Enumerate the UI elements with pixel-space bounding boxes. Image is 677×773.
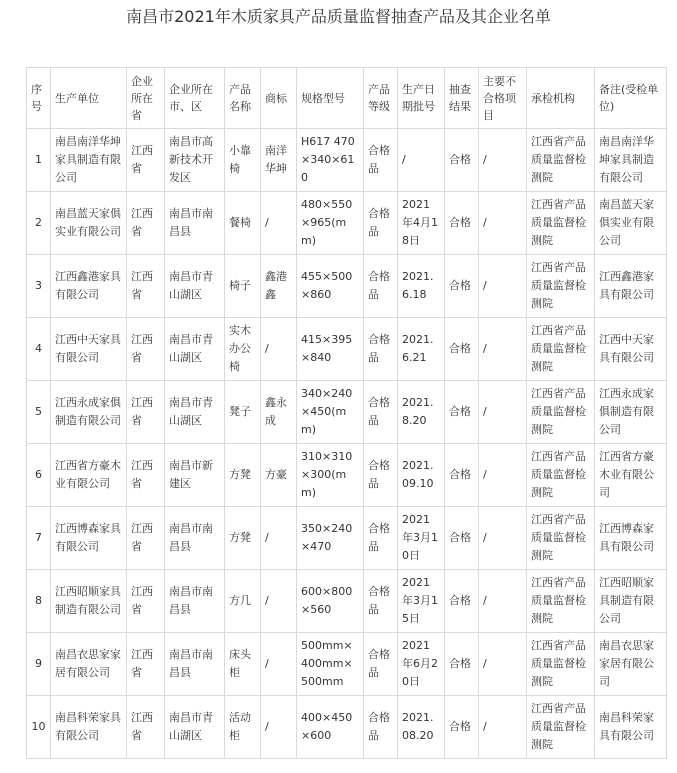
cell-city-district: 南昌市南昌县 (165, 570, 225, 633)
cell-result: 合格 (445, 633, 479, 696)
cell-manufacturer: 江西省方豪木业有限公司 (51, 444, 127, 507)
cell-production-date: 2021.08.20 (398, 696, 445, 759)
cell-product-grade: 合格品 (364, 507, 398, 570)
cell-province: 江西省 (127, 381, 165, 444)
cell-result: 合格 (445, 381, 479, 444)
cell-product-name: 小靠椅 (225, 129, 261, 192)
cell-manufacturer: 南昌衣思家家居有限公司 (51, 633, 127, 696)
cell-trademark: / (261, 570, 297, 633)
table-row (27, 570, 667, 633)
cell-product-grade: 合格品 (364, 192, 398, 255)
cell-product-grade: 合格品 (364, 255, 398, 318)
cell-province: 江西省 (127, 192, 165, 255)
cell-manufacturer: 江西昭顺家具制造有限公司 (51, 570, 127, 633)
cell-specification: 350×240×470 (297, 507, 364, 570)
cell-remarks: 南昌衣思家家居有限公司 (595, 633, 667, 696)
cell-trademark: 鑫港鑫 (261, 255, 297, 318)
cell-province: 江西省 (127, 255, 165, 318)
table-row (27, 381, 667, 444)
cell-province: 江西省 (127, 633, 165, 696)
cell-city-district: 南昌市高新技术开发区 (165, 129, 225, 192)
table-row (27, 129, 667, 192)
cell-result: 合格 (445, 570, 479, 633)
cell-failed-items: / (479, 696, 527, 759)
cell-specification: 500mm×400mm×500mm (297, 633, 364, 696)
cell-specification: 455×500×860 (297, 255, 364, 318)
cell-product-name: 方凳 (225, 507, 261, 570)
cell-specification: 340×240×450(mm) (297, 381, 364, 444)
cell-remarks: 南昌南洋华坤家具制造有限公司 (595, 129, 667, 192)
cell-specification: 400×450×600 (297, 696, 364, 759)
cell-remarks: 江西省方豪木业有限公司 (595, 444, 667, 507)
cell-inspection-agency: 江西省产品质量监督检测院 (527, 318, 595, 381)
cell-result: 合格 (445, 507, 479, 570)
cell-specification: H617 470×340×610 (297, 129, 364, 192)
cell-city-district: 南昌市南昌县 (165, 507, 225, 570)
cell-trademark: / (261, 192, 297, 255)
cell-specification: 415×395×840 (297, 318, 364, 381)
cell-remarks: 江西永成家俱制造有限公司 (595, 381, 667, 444)
cell-production-date: 2021年3月15日 (398, 570, 445, 633)
table-row (27, 633, 667, 696)
cell-result: 合格 (445, 129, 479, 192)
cell-remarks: 江西博森家具有限公司 (595, 507, 667, 570)
cell-manufacturer: 江西鑫港家具有限公司 (51, 255, 127, 318)
cell-result: 合格 (445, 255, 479, 318)
cell-failed-items: / (479, 318, 527, 381)
cell-remarks: 江西中天家具有限公司 (595, 318, 667, 381)
cell-serial-no: 1 (27, 129, 51, 192)
inspection-table (26, 67, 667, 759)
cell-trademark: 南洋华坤 (261, 129, 297, 192)
cell-product-grade: 合格品 (364, 381, 398, 444)
header-city-district: 企业所在市、区 (165, 68, 225, 129)
cell-province: 江西省 (127, 507, 165, 570)
header-serial-no: 序号 (27, 68, 51, 129)
cell-product-name: 活动柜 (225, 696, 261, 759)
cell-product-name: 椅子 (225, 255, 261, 318)
cell-inspection-agency: 江西省产品质量监督检测院 (527, 696, 595, 759)
cell-specification: 600×800×560 (297, 570, 364, 633)
cell-province: 江西省 (127, 318, 165, 381)
header-specification: 规格型号 (297, 68, 364, 129)
page-title: 南昌市2021年木质家具产品质量监督抽查产品及其企业名单 (126, 7, 551, 26)
cell-province: 江西省 (127, 696, 165, 759)
cell-remarks: 江西昭顺家具制造有限公司 (595, 570, 667, 633)
cell-city-district: 南昌市南昌县 (165, 633, 225, 696)
cell-remarks: 南昌蓝天家俱实业有限公司 (595, 192, 667, 255)
cell-remarks: 南昌科荣家具有限公司 (595, 696, 667, 759)
cell-inspection-agency: 江西省产品质量监督检测院 (527, 444, 595, 507)
header-production-date: 生产日期批号 (398, 68, 445, 129)
table-header-row (27, 68, 667, 129)
cell-inspection-agency: 江西省产品质量监督检测院 (527, 570, 595, 633)
cell-product-name: 凳子 (225, 381, 261, 444)
cell-serial-no: 9 (27, 633, 51, 696)
cell-serial-no: 10 (27, 696, 51, 759)
cell-product-name: 实木办公椅 (225, 318, 261, 381)
cell-product-name: 方凳 (225, 444, 261, 507)
cell-failed-items: / (479, 381, 527, 444)
cell-serial-no: 7 (27, 507, 51, 570)
cell-trademark: 鑫永成 (261, 381, 297, 444)
table-row (27, 444, 667, 507)
header-province: 企业所在省 (127, 68, 165, 129)
cell-trademark: / (261, 696, 297, 759)
header-result: 抽查结果 (445, 68, 479, 129)
cell-city-district: 南昌市青山湖区 (165, 381, 225, 444)
cell-province: 江西省 (127, 444, 165, 507)
cell-serial-no: 4 (27, 318, 51, 381)
table-row (27, 192, 667, 255)
cell-inspection-agency: 江西省产品质量监督检测院 (527, 633, 595, 696)
table-row (27, 318, 667, 381)
cell-trademark: / (261, 633, 297, 696)
cell-city-district: 南昌市青山湖区 (165, 318, 225, 381)
header-inspection-agency: 承检机构 (527, 68, 595, 129)
cell-production-date: 2021年4月18日 (398, 192, 445, 255)
cell-failed-items: / (479, 633, 527, 696)
cell-trademark: / (261, 318, 297, 381)
header-product-grade: 产品等级 (364, 68, 398, 129)
cell-inspection-agency: 江西省产品质量监督检测院 (527, 129, 595, 192)
cell-failed-items: / (479, 507, 527, 570)
cell-manufacturer: 南昌南洋华坤家具制造有限公司 (51, 129, 127, 192)
header-failed-items: 主要不合格项目 (479, 68, 527, 129)
header-trademark: 商标 (261, 68, 297, 129)
cell-manufacturer: 南昌蓝天家俱实业有限公司 (51, 192, 127, 255)
cell-city-district: 南昌市南昌县 (165, 192, 225, 255)
cell-production-date: 2021.6.18 (398, 255, 445, 318)
table-row (27, 696, 667, 759)
cell-product-grade: 合格品 (364, 444, 398, 507)
cell-serial-no: 6 (27, 444, 51, 507)
cell-manufacturer: 南昌科荣家具有限公司 (51, 696, 127, 759)
cell-product-grade: 合格品 (364, 633, 398, 696)
header-manufacturer: 生产单位 (51, 68, 127, 129)
cell-result: 合格 (445, 696, 479, 759)
cell-production-date: 2021.09.10 (398, 444, 445, 507)
cell-manufacturer: 江西博森家具有限公司 (51, 507, 127, 570)
cell-failed-items: / (479, 192, 527, 255)
cell-specification: 480×550×965(mm) (297, 192, 364, 255)
cell-product-grade: 合格品 (364, 129, 398, 192)
cell-product-grade: 合格品 (364, 318, 398, 381)
cell-specification: 310×310×300(mm) (297, 444, 364, 507)
cell-product-name: 方几 (225, 570, 261, 633)
cell-product-grade: 合格品 (364, 570, 398, 633)
cell-product-name: 床头柜 (225, 633, 261, 696)
header-product-name: 产品名称 (225, 68, 261, 129)
cell-serial-no: 5 (27, 381, 51, 444)
cell-production-date: 2021年3月10日 (398, 507, 445, 570)
cell-inspection-agency: 江西省产品质量监督检测院 (527, 192, 595, 255)
cell-remarks: 江西鑫港家具有限公司 (595, 255, 667, 318)
cell-result: 合格 (445, 192, 479, 255)
cell-product-grade: 合格品 (364, 696, 398, 759)
cell-product-name: 餐椅 (225, 192, 261, 255)
cell-inspection-agency: 江西省产品质量监督检测院 (527, 381, 595, 444)
cell-production-date: 2021年6月20日 (398, 633, 445, 696)
cell-trademark: 方豪 (261, 444, 297, 507)
cell-result: 合格 (445, 444, 479, 507)
cell-province: 江西省 (127, 129, 165, 192)
cell-inspection-agency: 江西省产品质量监督检测院 (527, 507, 595, 570)
table-row (27, 507, 667, 570)
cell-production-date: 2021.6.21 (398, 318, 445, 381)
cell-failed-items: / (479, 255, 527, 318)
cell-failed-items: / (479, 129, 527, 192)
header-remarks: 备注(受检单位) (595, 68, 667, 129)
cell-inspection-agency: 江西省产品质量监督检测院 (527, 255, 595, 318)
cell-manufacturer: 江西中天家具有限公司 (51, 318, 127, 381)
cell-province: 江西省 (127, 570, 165, 633)
cell-production-date: / (398, 129, 445, 192)
cell-failed-items: / (479, 444, 527, 507)
cell-result: 合格 (445, 318, 479, 381)
cell-serial-no: 3 (27, 255, 51, 318)
cell-manufacturer: 江西永成家俱制造有限公司 (51, 381, 127, 444)
cell-trademark: / (261, 507, 297, 570)
cell-city-district: 南昌市青山湖区 (165, 696, 225, 759)
cell-failed-items: / (479, 570, 527, 633)
cell-serial-no: 2 (27, 192, 51, 255)
cell-city-district: 南昌市新建区 (165, 444, 225, 507)
cell-production-date: 2021.8.20 (398, 381, 445, 444)
table-row (27, 255, 667, 318)
cell-city-district: 南昌市青山湖区 (165, 255, 225, 318)
cell-serial-no: 8 (27, 570, 51, 633)
